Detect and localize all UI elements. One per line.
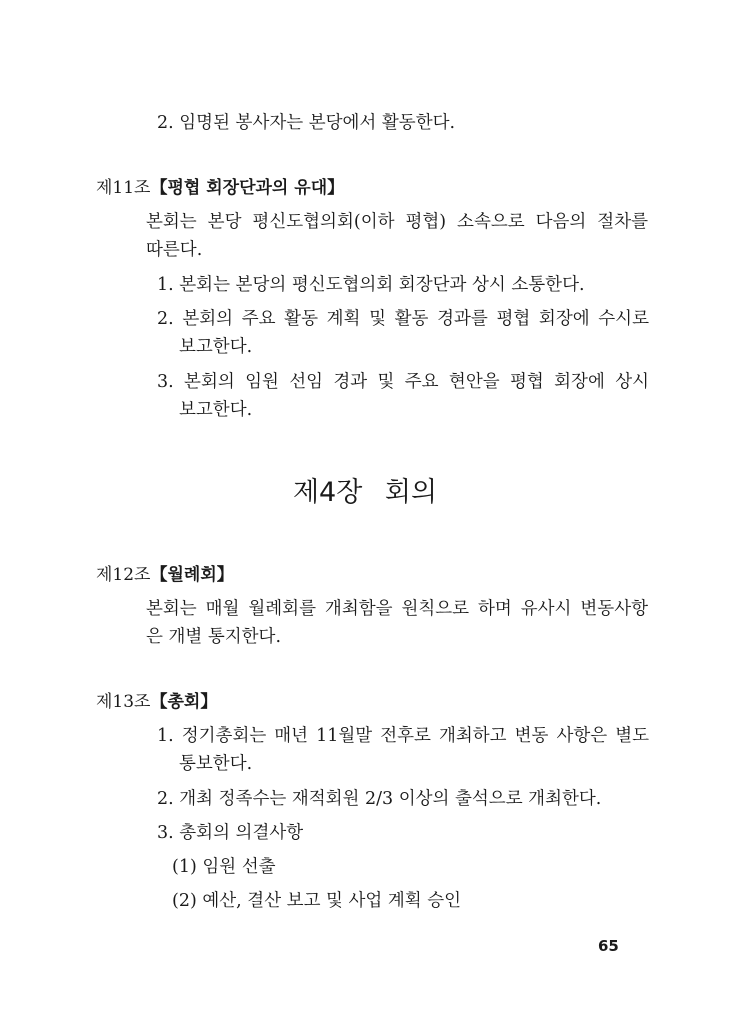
- article-11-intro-line2: 따른다.: [146, 240, 203, 260]
- article-12-heading: [96, 563, 234, 587]
- article-13-number: 제13조: [96, 692, 151, 712]
- article-11-title: 【평협 회장단과의 유대】: [150, 178, 345, 198]
- article-13-title: 【총회】: [150, 692, 218, 712]
- article-13-item2: 2. 개최 정족수는 재적회원 2/3 이상의 출석으로 개최한다.: [157, 789, 602, 809]
- article-11-item3-line1: 3. 본회의 임원 선임 경과 및 주요 현안을 평협 회장에 상시: [157, 372, 649, 392]
- article-11-heading: [96, 176, 344, 200]
- article-12-line1: 본회는 매월 월례회를 개최함을 원칙으로 하며 유사시 변동사항: [146, 599, 648, 619]
- article-13-sub2: (2) 예산, 결산 보고 및 사업 계획 승인: [172, 891, 462, 911]
- top-item: 2. 임명된 봉사자는 본당에서 활동한다.: [157, 113, 456, 133]
- article-11-item2-line1: 2. 본회의 주요 활동 계획 및 활동 경과를 평협 회장에 수시로: [157, 309, 649, 329]
- article-11-item2-line2: 보고한다.: [179, 337, 253, 357]
- article-13-heading: [96, 690, 217, 714]
- article-13-sub1: (1) 임원 선출: [172, 857, 276, 877]
- chapter-title: 제4장 회의: [292, 477, 438, 508]
- article-13-item1-line1: 1. 정기총회는 매년 11월말 전후로 개최하고 변동 사항은 별도: [157, 726, 649, 746]
- article-11-intro-line1: 본회는 본당 평신도협의회(이하 평협) 소속으로 다음의 절차를: [146, 212, 648, 232]
- article-11-number: 제11조: [96, 178, 151, 198]
- article-13-item3: 3. 총회의 의결사항: [157, 823, 304, 843]
- article-11-item3-line2: 보고한다.: [179, 400, 253, 420]
- article-12-title: 【월례회】: [150, 565, 234, 585]
- article-11-item1: 1. 본회는 본당의 평신도협의회 회장단과 상시 소통한다.: [157, 275, 585, 295]
- article-13-item1-line2: 통보한다.: [179, 754, 253, 774]
- article-12-number: 제12조: [96, 565, 151, 585]
- page-number: 65: [598, 937, 619, 955]
- article-12-line2: 은 개별 통지한다.: [146, 627, 282, 647]
